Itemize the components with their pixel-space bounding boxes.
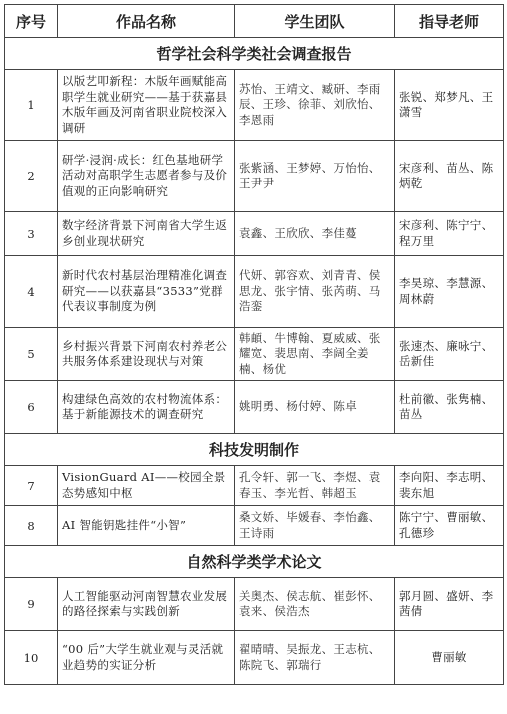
row-number: 1: [5, 70, 58, 141]
advisors: 李向阳、李志明、裴东旭: [395, 466, 504, 506]
advisors: 张锐、郑梦凡、王潇雪: [395, 70, 504, 141]
table-row: [5, 328, 504, 381]
student-team: 姚明勇、杨付婷、陈卓: [235, 381, 395, 434]
row-number: 2: [5, 141, 58, 212]
advisors: 杜前徽、张隽楠、苗丛: [395, 381, 504, 434]
table-row: [5, 578, 504, 631]
table-row: [5, 631, 504, 685]
table-row: [5, 70, 504, 141]
header-advisors: 指导老师: [395, 5, 504, 38]
table-row: [5, 506, 504, 546]
section-title: 哲学社会科学类社会调查报告: [5, 38, 504, 70]
header-members: 学生团队: [235, 5, 395, 38]
header-number: 序号: [5, 5, 58, 38]
project-title: 人工智能驱动河南智慧农业发展的路径探索与实践创新: [58, 578, 235, 631]
advisors: 宋彦利、苗丛、陈炳乾: [395, 141, 504, 212]
table-row: [5, 256, 504, 328]
project-title: 研学·浸润·成长：红色基地研学活动对高职学生志愿者参与及价值观的正向影响研究: [58, 141, 235, 212]
advisors: 张速杰、廉咏宁、岳新佳: [395, 328, 504, 381]
header-title: 作品名称: [58, 5, 235, 38]
advisors: 陈宁宁、曹丽敏、孔德珍: [395, 506, 504, 546]
advisors: 曹丽敏: [395, 631, 504, 685]
table-row: [5, 466, 504, 506]
student-team: 张紫涵、王梦婷、万怡怡、王尹尹: [235, 141, 395, 212]
table-row: [5, 381, 504, 434]
row-number: 6: [5, 381, 58, 434]
student-team: 袁鑫、王欣欣、李佳蔓: [235, 212, 395, 256]
table-row: [5, 141, 504, 212]
student-team: 桑文娇、毕媛春、李怡鑫、王诗雨: [235, 506, 395, 546]
header-row: [5, 5, 504, 38]
section-title: 自然科学类学术论文: [5, 546, 504, 578]
row-number: 3: [5, 212, 58, 256]
project-title: 数字经济背景下河南省大学生返乡创业现状研究: [58, 212, 235, 256]
student-team: 孔令轩、郭一飞、李煜、袁春玉、李光哲、韩超玉: [235, 466, 395, 506]
student-team: 翟晴晴、吴振龙、王志杭、陈院飞、郭瑞行: [235, 631, 395, 685]
student-team: 关奥杰、侯志航、崔彭怀、袁来、侯浩杰: [235, 578, 395, 631]
project-title: VisionGuard AI——校园全景态势感知中枢: [58, 466, 235, 506]
row-number: 4: [5, 256, 58, 328]
table-body: [5, 38, 504, 685]
row-number: 9: [5, 578, 58, 631]
advisors: 李昊琼、李慧源、周林蔚: [395, 256, 504, 328]
row-number: 8: [5, 506, 58, 546]
awards-table: [4, 4, 504, 685]
advisors: 郭月圆、盛妍、李茜倩: [395, 578, 504, 631]
project-title: 乡村振兴背景下河南农村养老公共服务体系建设现状与对策: [58, 328, 235, 381]
student-team: 代妍、郭容欢、刘青青、侯思龙、张宇情、张芮萌、马浩銮: [235, 256, 395, 328]
advisors: 宋彦利、陈宁宁、程万里: [395, 212, 504, 256]
project-title: 新时代农村基层治理精准化调查研究——以获嘉县“3533”党群代表议事制度为例: [58, 256, 235, 328]
project-title: AI 智能钥匙挂件“小智”: [58, 506, 235, 546]
row-number: 10: [5, 631, 58, 685]
table-row: [5, 212, 504, 256]
student-team: 韩頔、牛博翰、夏威威、张耀宽、裴思南、李阔全姜楠、杨优: [235, 328, 395, 381]
project-title: 以版艺叩新程：木版年画赋能高职学生就业研究——基于获嘉县木版年画及河南省职业院校深入调研: [58, 70, 235, 141]
project-title: 构建绿色高效的农村物流体系：基于新能源技术的调查研究: [58, 381, 235, 434]
section-row: [5, 546, 504, 578]
project-title: “00 后”大学生就业观与灵活就业趋势的实证分析: [58, 631, 235, 685]
section-row: [5, 38, 504, 70]
student-team: 苏怡、王靖文、臧研、李雨辰、王珍、徐菲、刘欣怡、李恩雨: [235, 70, 395, 141]
section-title: 科技发明制作: [5, 434, 504, 466]
row-number: 5: [5, 328, 58, 381]
row-number: 7: [5, 466, 58, 506]
section-row: [5, 434, 504, 466]
